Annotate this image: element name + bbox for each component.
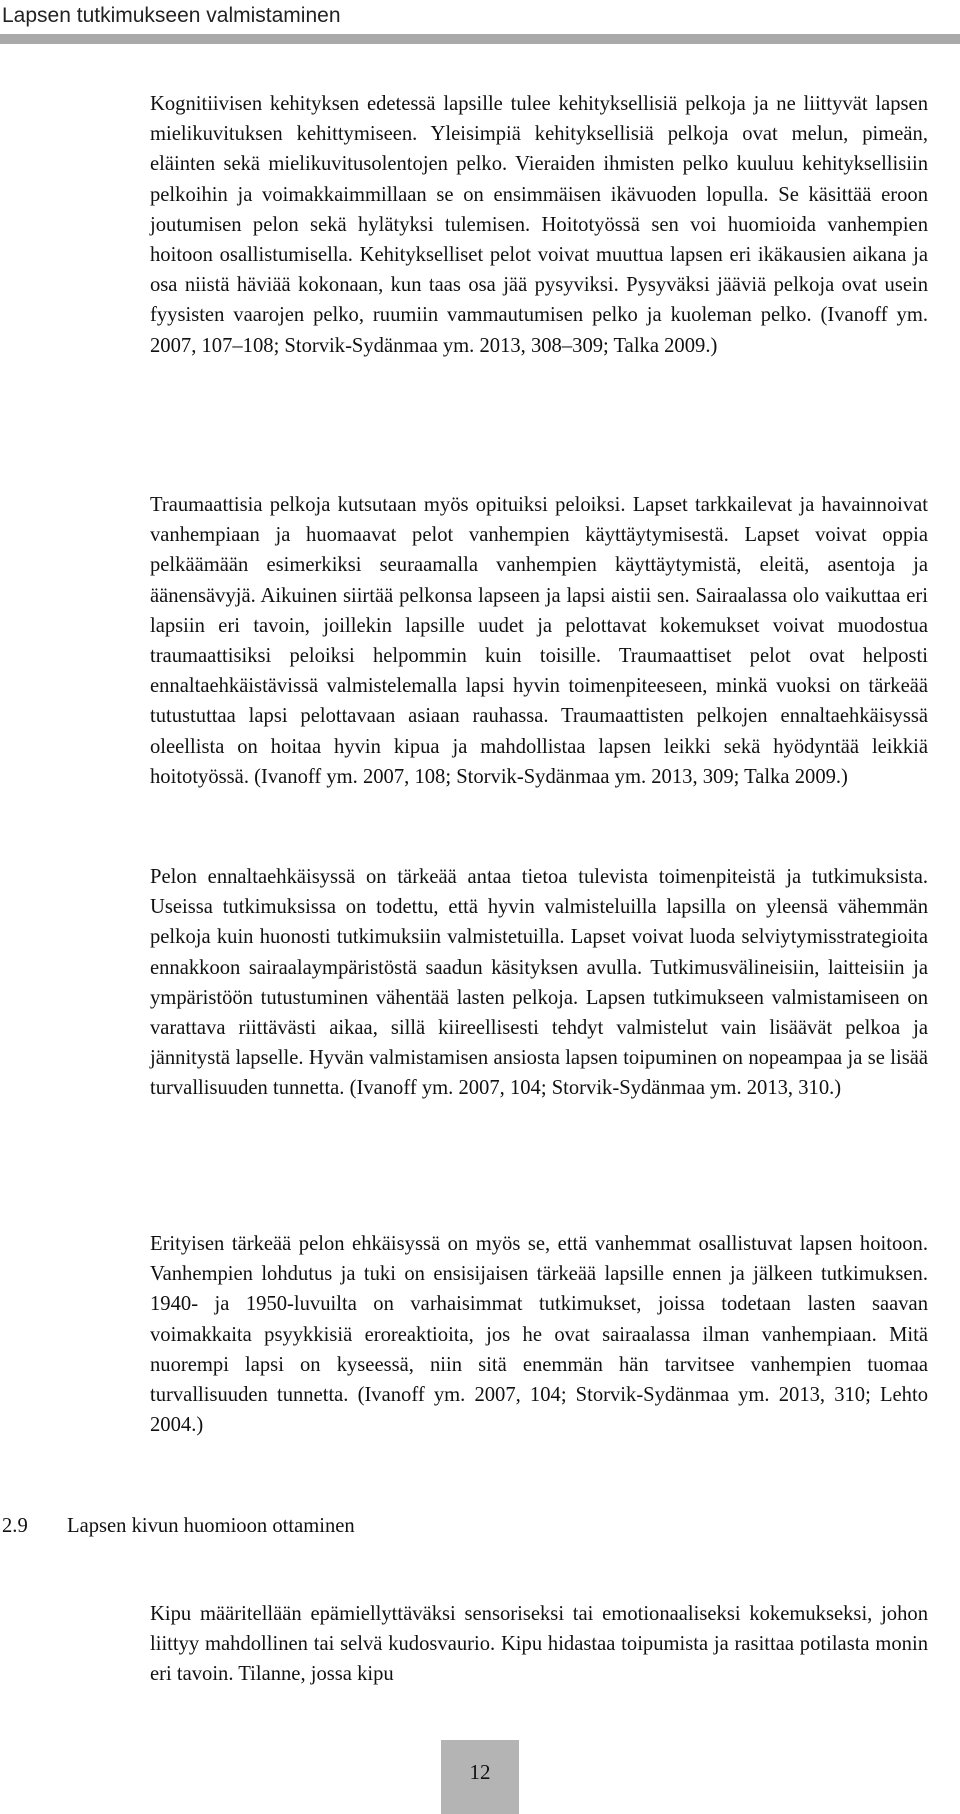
paragraph-fear-prevention: Pelon ennaltaehkäisyssä on tärkeää antaa tietoa tulevista toimenpiteistä ja tutkimuksista. Useissa tutkimuksissa on todettu, että hyvin valmisteluilla lapsilla on yleensä vähemmän pelkoja kuin huonosti tutkimuksiin valmistetuilla. Lapset voivat luoda selviytymisstrategioita ennakkoon sairaalaympäristöstä saadun käsityksen avulla. Tutkimusvälineisiin, laitteisiin ja ympäristöön tutustuminen vähentää lasten pelkoja. Lapsen tutkimukseen valmistamiseen on varattava riittävästi aikaa, sillä kiireellisesti tehdyt valmistelut vain lisäävät pelkoa ja jännitystä lapselle. Hyvän valmistamisen ansiosta lapsen toipuminen on nopeampaa ja se lisää turvallisuuden tunnetta. (Ivanoff ym. 2007, 104; Storvik-Sydänmaa ym. 2013, 310.) [150, 866, 928, 1100]
section-title: Lapsen kivun huomioon ottaminen [67, 1515, 355, 1537]
section-number: 2.9 [2, 1515, 28, 1537]
paragraph-developmental-fears: Kognitiivisen kehityksen edetessä lapsille tulee kehityksellisiä pelkoja ja ne liittyvät lapsen mielikuvituksen kehittymiseen. Yleisimpiä kehityksellisiä pelkoja ovat melun, pimeän, eläinten sekä mielikuvitusolentojen pelko. Vieraiden ihmisten pelko kuuluu kehityksellisiin pelkoihin ja voimakkaimmillaan se on ensimmäisen ikävuoden lopulla. Se käsittää eroon joutumisen pelon sekä hylätyksi tulemisen. Hoitotyössä sen voi huomioida vanhempien hoitoon osallistumisella. Kehitykselliset pelot voivat muuttua lapsen eri ikäkausien aikana ja osa niistä häviää kokonaan, kun taas osa jää pysyviksi. Pysyväksi jääviä pelkoja ovat usein fyysisten vaarojen pelko, ruumiin vammautumisen pelko ja kuoleman pelko. (Ivanoff ym. 2007, 107–108; Storvik-Sydänmaa ym. 2013, 308–309; Talka 2009.) [150, 93, 928, 357]
page-number: 12 [469, 1760, 491, 1784]
page-number-box [441, 1740, 519, 1814]
paragraph-pain-definition: Kipu määritellään epämiellyttäväksi sensoriseksi tai emotionaaliseksi kokemukseksi, johon liittyy mahdollinen tai selvä kudosvaurio. Kipu hidastaa toipumista ja rasittaa potilasta monin eri tavoin. Tilanne, jossa kipu [150, 1603, 928, 1686]
page-header [0, 0, 960, 46]
header-rule [0, 34, 960, 44]
paragraph-traumatic-fears: Traumaattisia pelkoja kutsutaan myös opituiksi peloiksi. Lapset tarkkailevat ja havainnoivat vanhempiaan ja huomaavat pelot vanhempien käyttäytymisestä. Lapset voivat oppia pelkäämään esimerkiksi seuraamalla vanhempien käyttäytymistä, eleitä, asentoja ja äänensävyjä. Aikuinen siirtää pelkonsa lapseen ja lapsi aistii sen. Sairaalassa olo vaikuttaa eri lapsiin eri tavoin, joillekin lapsille uudet ja pelottavat kokemukset voivat muodostua traumaattisiksi peloiksi helpommin kuin toisille. Traumaattiset pelot ovat helposti ennaltaehkäistävissä valmistelemalla lapsi hyvin toimenpiteeseen, minkä vuoksi on tärkeää tutustuttaa lapsi pelottavaan asiaan rauhassa. Traumaattisten pelkojen ennaltaehkäisyssä oleellista on hoitaa hyvin kipua ja mahdollistaa lapsen leikki sekä hyödyntää leikkiä hoitotyössä. (Ivanoff ym. 2007, 108; Storvik-Sydänmaa ym. 2013, 309; Talka 2009.) [150, 494, 928, 788]
running-header-title: Lapsen tutkimukseen valmistaminen [2, 4, 341, 27]
paragraph-parent-participation: Erityisen tärkeää pelon ehkäisyssä on myös se, että vanhemmat osallistuvat lapsen hoitoon. Vanhempien lohdutus ja tuki on ensisijaisen tärkeää lapsille ennen ja jälkeen tutkimuksen. 1940- ja 1950-luvuilta on varhaisimmat tutkimukset, joissa todetaan lasten saavan voimakkaita psyykkisiä eroreaktioita, jos he ovat sairaalassa ilman vanhempiaan. Mitä nuorempi lapsi on kyseessä, niin sitä enemmän hän tarvitsee vanhempien tuomaa turvallisuuden tunnetta. (Ivanoff ym. 2007, 104; Storvik-Sydänmaa ym. 2013, 310; Lehto 2004.) [150, 1233, 928, 1437]
section-heading [0, 1515, 600, 1545]
